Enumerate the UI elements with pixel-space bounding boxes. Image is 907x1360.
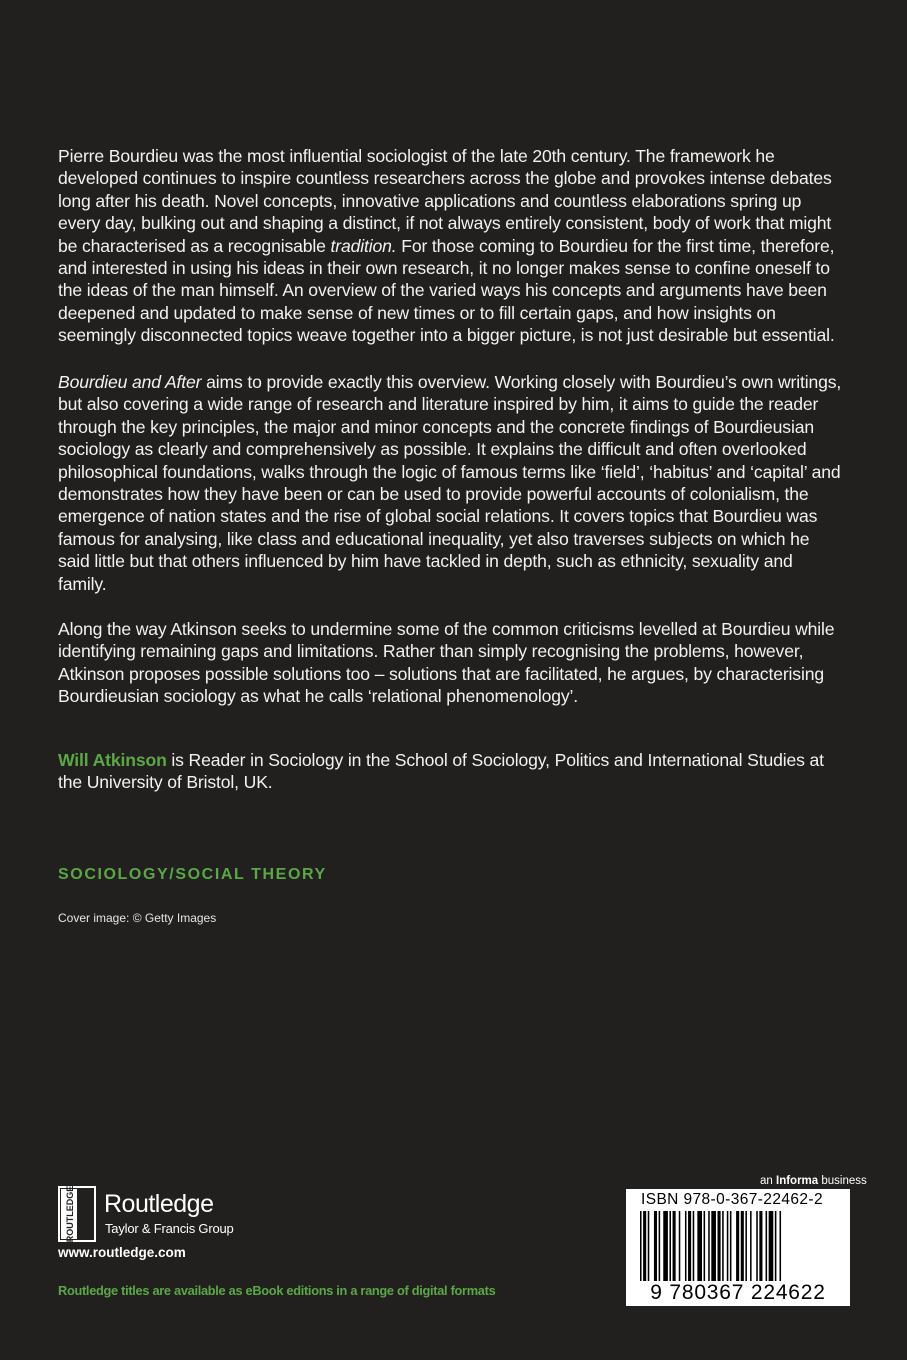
barcode-bar	[730, 1211, 732, 1287]
subject-category: SOCIOLOGY/SOCIAL THEORY	[58, 866, 327, 883]
cover-image-credit: Cover image: © Getty Images	[58, 911, 217, 925]
barcode-bar	[704, 1211, 706, 1287]
blurb-p2-text: aims to provide exactly this overview. Working closely with Bourdieu’s own writings, but also covering a wide range of research and literature inspired by him, it aims to guide the reader through the key principles, the major and minor concepts and the concrete findings of Bourdieusian sociology as clearly and comprehensively as possible. It explains the difficult and often overlooked philosophical foundations, walks through the logic of famous terms like ‘field’, ‘habitus’ and ‘capital’ and demonstrates how they have been or can be used to provide powerful accounts of colonialism, the emergence of nation states and the rise of global social relations. It covers topics that Bourdieu was famous for analysing, like class and educational inequality, yet also traverses subjects on which he said little but that others influenced by him have tackled in depth, such as ethnicity, sexuality and family.	[58, 372, 842, 594]
barcode-bar	[756, 1211, 758, 1287]
publisher-name: Routledge	[104, 1190, 214, 1218]
author-bio	[58, 749, 844, 794]
barcode-bar	[745, 1211, 747, 1287]
barcode-bar	[693, 1211, 695, 1287]
informa-suffix: business	[818, 1175, 867, 1187]
barcode-bar	[640, 1211, 642, 1287]
barcode-bar	[759, 1211, 762, 1287]
barcode-bar	[688, 1211, 691, 1287]
barcode-bar	[769, 1211, 774, 1287]
blurb-paragraph-3: Along the way Atkinson seeks to undermine some of the common criticisms levelled at Bourdieu while identifying remaining gaps and limitations. Rather than simply recognising the problems, however, Atkinson proposes possible solutions too – solutions that are facilitated, he argues, by characterising Bourdieusian sociology as what he calls ‘relational phenomenology’.	[58, 619, 835, 707]
barcode-bar	[722, 1211, 724, 1287]
barcode-bar	[648, 1211, 650, 1287]
author-name: Will Atkinson	[58, 750, 167, 770]
isbn-barcode	[626, 1189, 850, 1306]
blurb-paragraph-1	[58, 145, 844, 347]
logo-vertical-text: ROUTLEDGE	[65, 1186, 75, 1242]
barcode-bar	[673, 1211, 676, 1287]
blurb-paragraph-2	[58, 371, 844, 595]
informa-prefix: an	[760, 1175, 776, 1187]
barcode-bar	[775, 1211, 777, 1287]
barcode-bar	[708, 1211, 710, 1287]
barcode-digits: 9 780367 224622	[626, 1281, 850, 1305]
barcode-bars	[640, 1211, 838, 1287]
blurb-p1-text-a: Pierre Bourdieu was the most influential sociologist of the late 20th century. The framework he developed continues to inspire countless researchers across the globe and provokes intense debates long after his death. Novel concepts, innovative applications and countless elaborations spring up every day, bulking out and shaping a distinct, if not always entirely consistent, body of work that might be characterised as a recognisable	[58, 146, 832, 256]
blurb-p1-emphasis: tradition.	[330, 235, 397, 256]
barcode-bar	[697, 1211, 702, 1287]
barcode-bar	[659, 1211, 661, 1287]
barcode-bar	[727, 1211, 729, 1287]
isbn-label: ISBN 978-0-367-22462-2	[641, 1191, 823, 1208]
barcode-bar	[669, 1211, 671, 1287]
barcode-bar	[663, 1211, 668, 1287]
informa-business-note	[760, 1175, 867, 1187]
routledge-logo-icon	[58, 1186, 96, 1242]
barcode-bar	[736, 1211, 739, 1287]
publisher-url: www.routledge.com	[58, 1245, 186, 1260]
barcode-bar	[750, 1211, 752, 1287]
barcode-bar	[780, 1211, 782, 1287]
ebook-note: Routledge titles are available as eBook editions in a range of digital formats	[58, 1283, 496, 1298]
book-title-inline: Bourdieu and After	[58, 372, 202, 392]
publisher-group: Taylor & Francis Group	[105, 1221, 234, 1236]
barcode-bar	[643, 1211, 646, 1287]
author-bio-text: is Reader in Sociology in the School of Sociology, Politics and International Studies at the University of Bristol, UK.	[58, 750, 824, 793]
barcode-bar	[685, 1211, 687, 1287]
informa-brand: Informa	[776, 1175, 819, 1187]
blurb-p1-text-b: For those coming to Bourdieu for the first time, therefore, and interested in using his ideas in their own research, it no longer makes sense to confine oneself to the ideas of the man himself. An overview of the varied ways his concepts and arguments have been deepened and updated to make sense of new times or to fill certain gaps, and how insights on seemingly disconnected topics weave together into a bigger picture, is not just desirable but essential.	[58, 235, 835, 346]
barcode-bar	[718, 1211, 721, 1287]
barcode-bar	[711, 1211, 716, 1287]
barcode-bar	[766, 1211, 768, 1287]
publisher-logo	[58, 1186, 258, 1242]
barcode-bar	[654, 1211, 657, 1287]
barcode-bar	[741, 1211, 744, 1287]
barcode-bar	[679, 1211, 681, 1287]
